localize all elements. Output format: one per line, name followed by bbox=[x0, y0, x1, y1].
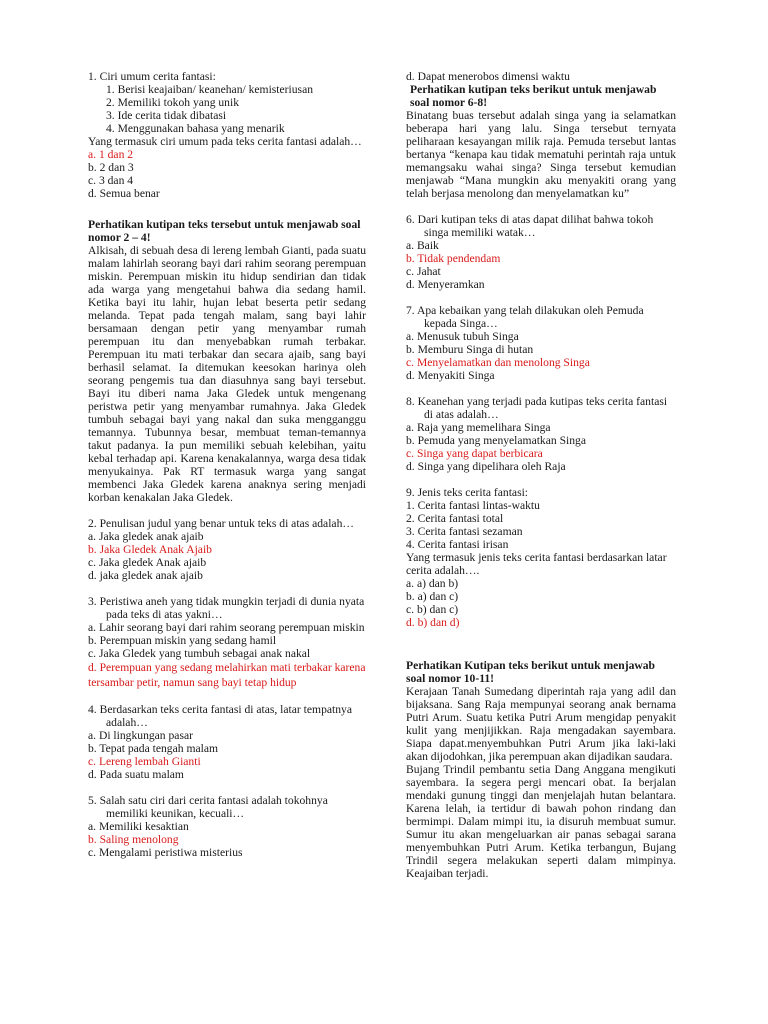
passage-2-text: Binatang buas tersebut adalah singa yang ia selamatkan beberapa hari yang lalu. Singa tersebut ternyata peliharaan kesayangan milik raja. Pemuda tersebut lantas bertanya “kenapa kau tidak mematuhi perintah raja untuk memangsaku wahai singa? Singa tersebut kemudian menjawab “Mana mungkin aku menyakiti orang yang telah berjasa menolong dan menyelamatkan ku” bbox=[406, 109, 676, 200]
q2-option-d: d. jaka gledek anak ajaib bbox=[88, 569, 203, 582]
q4-option-c-answer: c. Lereng lembah Gianti bbox=[88, 755, 201, 768]
q1-option-a-answer: a. 1 dan 2 bbox=[88, 148, 134, 161]
q9-type: 3. Cerita fantasi sezaman bbox=[406, 525, 523, 538]
passage-1-text: Alkisah, di sebuah desa di lereng lembah Gianti, pada suatu malam lahirlah seorang bayi dari rahim seorang perempuan miskin. Perempuan miskin itu hidup sendirian dan tidak ada warga yang mengetahui bahwa dia sedang hamil. Ketika bayi itu lahir, hujan lebat beserta petir sedang melanda. Tepat pada tengah malam, sang bayi lahir bersamaan dengan petir yang menyambar rumah perempuan itu dan menyebabkan rumah terbakar. Perempuan itu mati terbakar dan secara ajaib, sang bayi berhasil selamat. Ia ditemukan keesokan harinya oleh seorang pengemis tua dan diasuhnya sang bayi tersebut. Bayi itu diberi nama Jaka Gledek untuk mengenang peristwa petir yang menyambar rumahnya. Jaka Gledek tumbuh sebagai bayi yang nakal dan suka mengganggu temannya. Tubunnya besar, membuat teman-temannya takut padanya. Ia pun memiliki sebuah kelebihan, yaitu kebal terhadap api. Karena kenakalannya, warga desa tidak menyukainya. Pak RT termasuk warga yang sangat membenci Jaka Gledek karena anaknya sering menjadi korban kenakalan Jaka Gledek. bbox=[88, 244, 366, 504]
q1-point: 4. Menggunakan bahasa yang menarik bbox=[106, 122, 285, 135]
q1-option-c: c. 3 dan 4 bbox=[88, 174, 134, 187]
question-8 bbox=[406, 395, 676, 473]
q6-option-c: c. Jahat bbox=[406, 265, 441, 278]
q8-option-c-answer: c. Singa yang dapat berbicara bbox=[406, 447, 543, 460]
q4-option-d: d. Pada suatu malam bbox=[88, 768, 184, 781]
passage-3 bbox=[406, 659, 676, 880]
question-3 bbox=[88, 595, 366, 690]
q7-option-d: d. Menyakiti Singa bbox=[406, 369, 495, 382]
right-column bbox=[406, 70, 676, 880]
q3-option-b: b. Perempuan miskin yang sedang hamil bbox=[88, 634, 277, 647]
q9-option-b: b. a) dan c) bbox=[406, 590, 459, 603]
q9-option-a: a. a) dan b) bbox=[406, 577, 459, 590]
question-1-stem: 1. Ciri umum cerita fantasi: bbox=[88, 70, 216, 83]
question-7 bbox=[406, 304, 676, 382]
question-1 bbox=[88, 70, 366, 200]
q1-point: 2. Memiliki tokoh yang unik bbox=[106, 96, 239, 109]
q9-type: 4. Cerita fantasi irisan bbox=[406, 538, 509, 551]
q8-option-b: b. Pemuda yang menyelamatkan Singa bbox=[406, 434, 586, 447]
question-8-stem: 8. Keanehan yang terjadi pada kutipas teks cerita fantasi di atas adalah… bbox=[406, 395, 668, 421]
question-1-prompt: Yang termasuk ciri umum pada teks cerita fantasi adalah… bbox=[88, 135, 362, 148]
q1-option-d: d. Semua benar bbox=[88, 187, 160, 200]
passage-1 bbox=[88, 218, 366, 504]
question-5-stem: 5. Salah satu ciri dari cerita fantasi adalah tokohnya memiliki keunikan, kecuali… bbox=[88, 794, 328, 820]
q3-option-a: a. Lahir seorang bayi dari rahim seorang perempuan miskin bbox=[88, 621, 365, 634]
q5-option-d: d. Dapat menerobos dimensi waktu bbox=[406, 70, 570, 83]
question-2 bbox=[88, 517, 366, 582]
q5-option-b-answer: b. Saling menolong bbox=[88, 833, 179, 846]
q6-option-a: a. Baik bbox=[406, 239, 439, 252]
q3-option-d-answer: d. Perempuan yang sedang melahirkan mati terbakar karena tersambar petir, namun sang bayi tetap hidup bbox=[88, 661, 366, 689]
q9-type: 1. Cerita fantasi lintas-waktu bbox=[406, 499, 540, 512]
q1-point: 1. Berisi keajaiban/ keanehan/ kemisteriusan bbox=[106, 83, 314, 96]
question-9 bbox=[406, 486, 676, 629]
q4-option-b: b. Tepat pada tengah malam bbox=[88, 742, 218, 755]
q7-option-c-answer: c. Menyelamatkan dan menolong Singa bbox=[406, 356, 590, 369]
question-5 bbox=[88, 794, 366, 859]
question-6-stem: 6. Dari kutipan teks di atas dapat dilihat bahwa tokoh singa memiliki watak… bbox=[406, 213, 654, 239]
q9-option-d-answer: d. b) dan d) bbox=[406, 616, 460, 629]
q1-option-b: b. 2 dan 3 bbox=[88, 161, 134, 174]
q6-option-b-answer: b. Tidak pendendam bbox=[406, 252, 501, 265]
q5-option-c: c. Mengalami peristiwa misterius bbox=[88, 846, 243, 859]
q7-option-b: b. Memburu Singa di hutan bbox=[406, 343, 534, 356]
q9-type: 2. Cerita fantasi total bbox=[406, 512, 504, 525]
q2-option-c: c. Jaka gledek Anak ajaib bbox=[88, 556, 207, 569]
q8-option-a: a. Raja yang memelihara Singa bbox=[406, 421, 551, 434]
passage-2-heading: Perhatikan kutipan teks berikut untuk menjawab soal nomor 6-8! bbox=[410, 83, 657, 109]
passage-2 bbox=[406, 83, 676, 200]
passage-3-heading: Perhatikan Kutipan teks berikut untuk menjawab soal nomor 10-11! bbox=[406, 659, 655, 685]
passage-1-heading: Perhatikan kutipan teks tersebut untuk menjawab soal nomor 2 – 4! bbox=[88, 218, 361, 244]
left-column bbox=[88, 70, 366, 859]
q9-option-c: c. b) dan c) bbox=[406, 603, 459, 616]
question-2-stem: 2. Penulisan judul yang benar untuk teks di atas adalah… bbox=[88, 517, 354, 530]
question-5-continued bbox=[406, 70, 676, 83]
question-4 bbox=[88, 703, 366, 781]
q6-option-d: d. Menyeramkan bbox=[406, 278, 485, 291]
passage-3-paragraph-2: Bujang Trindil pembantu setia Dang Anggana mengikuti sayembara. Ia segera pergi mencari obat. Ia berjalan mendaki gunung tinggi dan menjelajah hutan belantara. Karena lelah, ia tertidur di bawah pohon rindang dan bermimpi. Dalam mimpi itu, ia disuruh membuat sumur. Sumur itu akan mengeluarkan air panas sebagai sarana menyembuhkan Putri Arum. Ketika terbangun, Bujang Trindil segera melakukan seperti dalam mimpinya. Keajaiban terjadi. bbox=[406, 763, 676, 880]
question-6 bbox=[406, 213, 676, 291]
q5-option-a: a. Memiliki kesaktian bbox=[88, 820, 189, 833]
question-4-stem: 4. Berdasarkan teks cerita fantasi di atas, latar tempatnya adalah… bbox=[88, 703, 352, 729]
q2-option-a: a. Jaka gledek anak ajaib bbox=[88, 530, 204, 543]
q7-option-a: a. Menusuk tubuh Singa bbox=[406, 330, 519, 343]
q8-option-d: d. Singa yang dipelihara oleh Raja bbox=[406, 460, 566, 473]
question-3-stem: 3. Peristiwa aneh yang tidak mungkin terjadi di dunia nyata pada teks di atas yakni… bbox=[88, 595, 365, 621]
q1-point: 3. Ide cerita tidak dibatasi bbox=[106, 109, 227, 122]
q3-option-c: c. Jaka Gledek yang tumbuh sebagai anak nakal bbox=[88, 647, 311, 660]
question-9-prompt: Yang termasuk jenis teks cerita fantasi berdasarkan latar cerita adalah…. bbox=[406, 551, 667, 577]
q4-option-a: a. Di lingkungan pasar bbox=[88, 729, 193, 742]
question-7-stem: 7. Apa kebaikan yang telah dilakukan oleh Pemuda kepada Singa… bbox=[406, 304, 644, 330]
q2-option-b-answer: b. Jaka Gledek Anak Ajaib bbox=[88, 543, 212, 556]
passage-3-paragraph-1: Kerajaan Tanah Sumedang diperintah raja yang adil dan bijaksana. Sang Raja mempunyai seorang anak bernama Putri Arum. Suatu ketika Putri Arum mengidap penyakit kulit yang menjijikkan. Raja mengadakan sayembara. Siapa dapat.menyembuhkan Putri Arum jika laki-laki akan dijodohkan, jika perempuan akan dijadikan saudara. bbox=[406, 685, 676, 763]
question-9-stem: 9. Jenis teks cerita fantasi: bbox=[406, 486, 529, 499]
